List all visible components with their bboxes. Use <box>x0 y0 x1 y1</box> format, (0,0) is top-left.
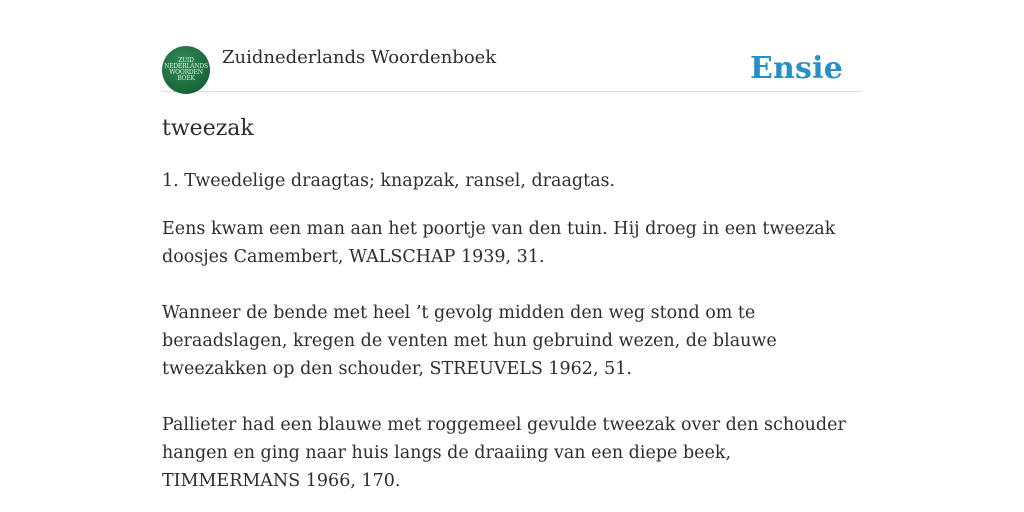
logo-line-2: NEDERLANDS <box>164 63 208 70</box>
entry-headword: tweezak <box>162 116 254 141</box>
example-list <box>162 215 867 512</box>
brand-logo[interactable]: Ensie <box>749 51 843 86</box>
dictionary-name[interactable]: Zuidnederlands Woordenboek <box>222 47 497 68</box>
example-quote: Pallieter had een blauwe met roggemeel gevulde tweezak over den schouder hangen en ging naar huis langs de draaiing van een diepe beek, TIMMERMANS 1966, 170. <box>162 415 846 491</box>
dictionary-logo[interactable] <box>162 46 210 94</box>
example-quote: Eens kwam een man aan het poortje van den tuin. Hij droeg in een tweezak doosjes Camembert, WALSCHAP 1939, 31. <box>162 219 836 267</box>
entry-definition: 1. Tweedelige draagtas; knapzak, ransel, draagtas. <box>162 171 616 191</box>
logo-line-4: BOEK <box>177 75 195 82</box>
logo-line-3: WOORDEN <box>169 69 203 76</box>
logo-line-1: ZUID <box>178 57 194 64</box>
site-header <box>162 45 862 92</box>
example-quote: Wanneer de bende met heel ’t gevolg midden den weg stond om te beraadslagen, kregen de venten met hun gebruind wezen, de blauwe tweezakken op den schouder, STREUVELS 1962, 51. <box>162 303 777 379</box>
